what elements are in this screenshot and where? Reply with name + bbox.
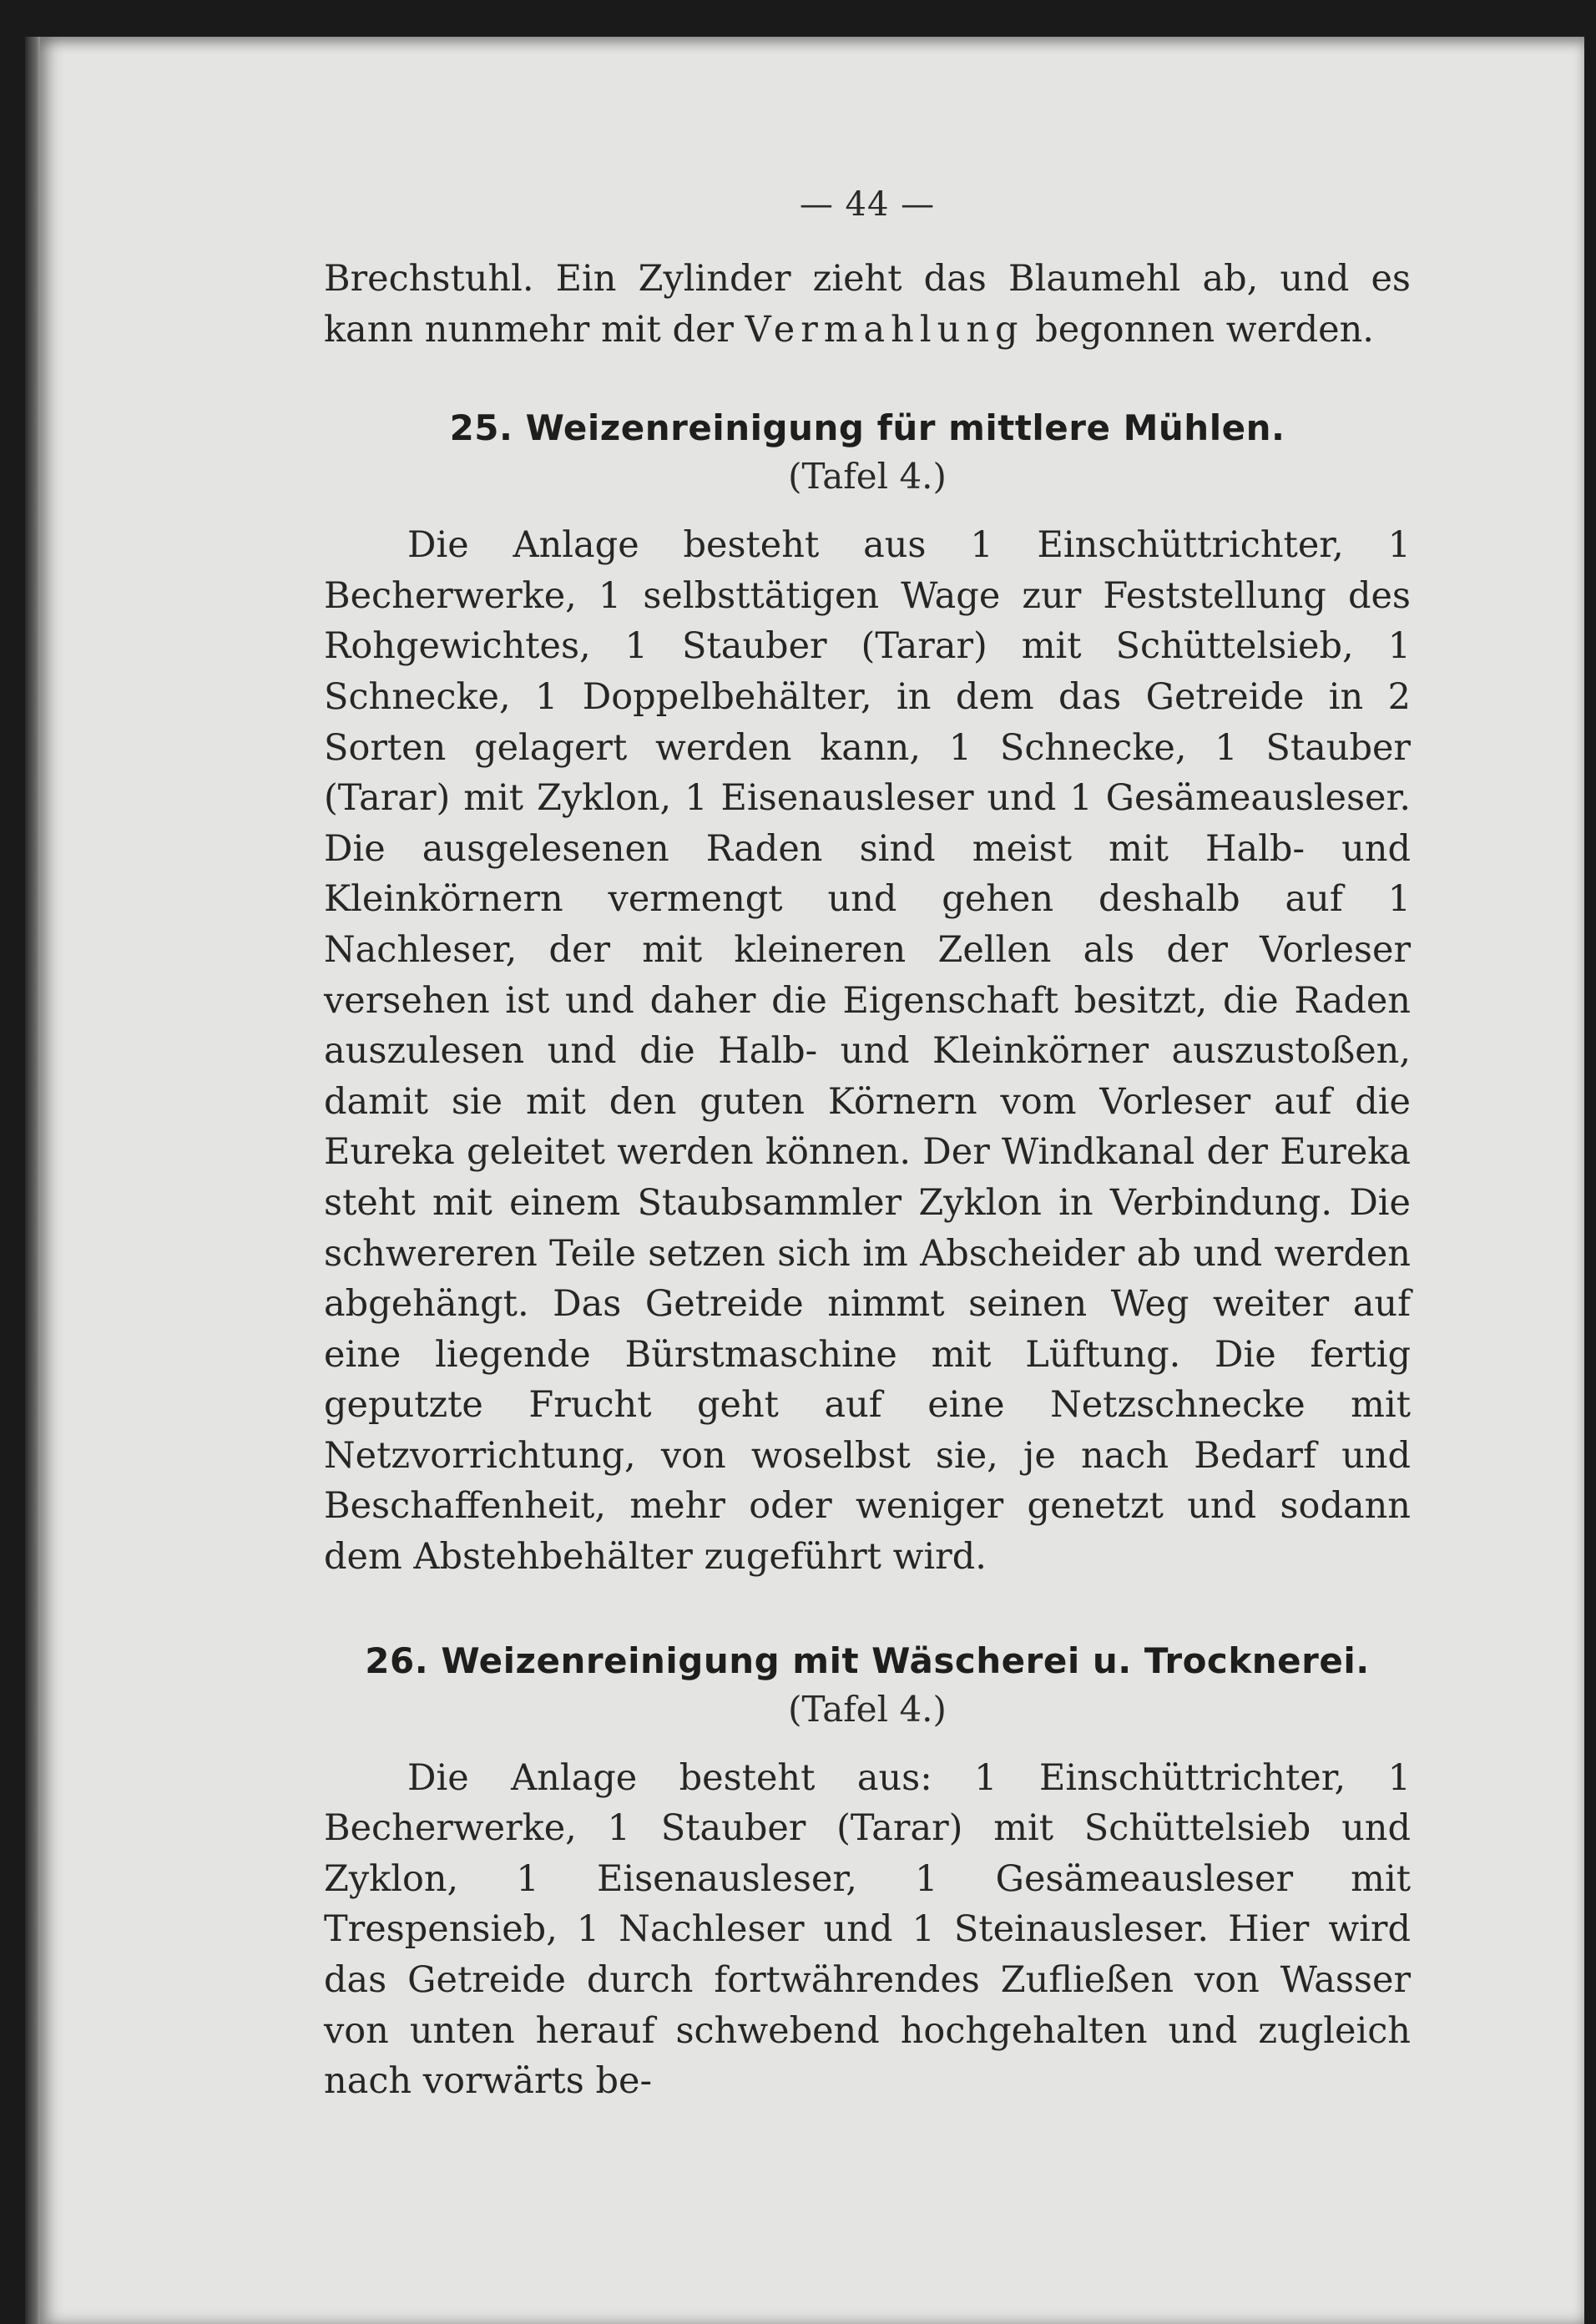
section-26-tafel: (Tafel 4.): [788, 1688, 947, 1730]
intro-paragraph: [324, 254, 1411, 355]
intro-text-after: begonnen werden.: [1023, 308, 1374, 351]
intro-text-before: Brechstuhl. Ein Zylinder zieht das Blaumehl ab, und es kann nunmehr mit der: [324, 258, 1411, 351]
section-26-heading: 26. Weizenreinigung mit Wäscherei u. Trocknerei.: [365, 1639, 1370, 1681]
section-25-heading: 25. Weizenreinigung für mittlere Mühlen.: [449, 407, 1285, 449]
section-26: [324, 1636, 1411, 2107]
page-number: — 44 —: [799, 185, 936, 224]
intro-spaced-word: Vermahlung: [745, 308, 1024, 351]
page-content: [324, 185, 1411, 2107]
section-25: [324, 403, 1411, 1582]
section-26-body: Die Anlage besteht aus: 1 Einschüttrichter, 1 Becherwerke, 1 Stauber (Tarar) mit Schüttelsieb und Zyklon, 1 Eisenausleser, 1 Gesämeausleser mit Trespensieb, 1 Nachleser und 1 Steinausleser. Hier wird das Getreide durch fortwährendes Zufließen von Wasser von unten herauf schwebend hochgehalten und zugleich nach vorwärts be-: [324, 1756, 1411, 2103]
section-25-body: Die Anlage besteht aus 1 Einschüttrichter, 1 Becherwerke, 1 selbsttätigen Wage zur Feststellung des Rohgewichtes, 1 Stauber (Tarar) mit Schüttelsieb, 1 Schnecke, 1 Doppelbehälter, in dem das Getreide in 2 Sorten gelagert werden kann, 1 Schnecke, 1 Stauber (Tarar) mit Zyklon, 1 Eisenausleser und 1 Gesämeausleser. Die ausgelesenen Raden sind meist mit Halb- und Kleinkörnern vermengt und gehen deshalb auf 1 Nachleser, der mit kleineren Zellen als der Vorleser versehen ist und daher die Eigenschaft besitzt, die Raden auszulesen und die Halb- und Kleinkörner auszustoßen, damit sie mit den guten Körnern vom Vorleser auf die Eureka geleitet werden können. Der Windkanal der Eureka steht mit einem Staubsammler Zyklon in Verbindung. Die schwereren Teile setzen sich im Abscheider ab und werden abgehängt. Das Getreide nimmt seinen Weg weiter auf eine liegende Bürstmaschine mit Lüftung. Die fertig geputzte Frucht geht auf eine Netzschnecke mit Netzvorrichtung, von woselbst sie, je nach Bedarf und Beschaffenheit, mehr oder weniger genetzt und sodann dem Abstehbehälter zugeführt wird.: [324, 524, 1411, 1579]
section-25-tafel: (Tafel 4.): [788, 456, 947, 498]
